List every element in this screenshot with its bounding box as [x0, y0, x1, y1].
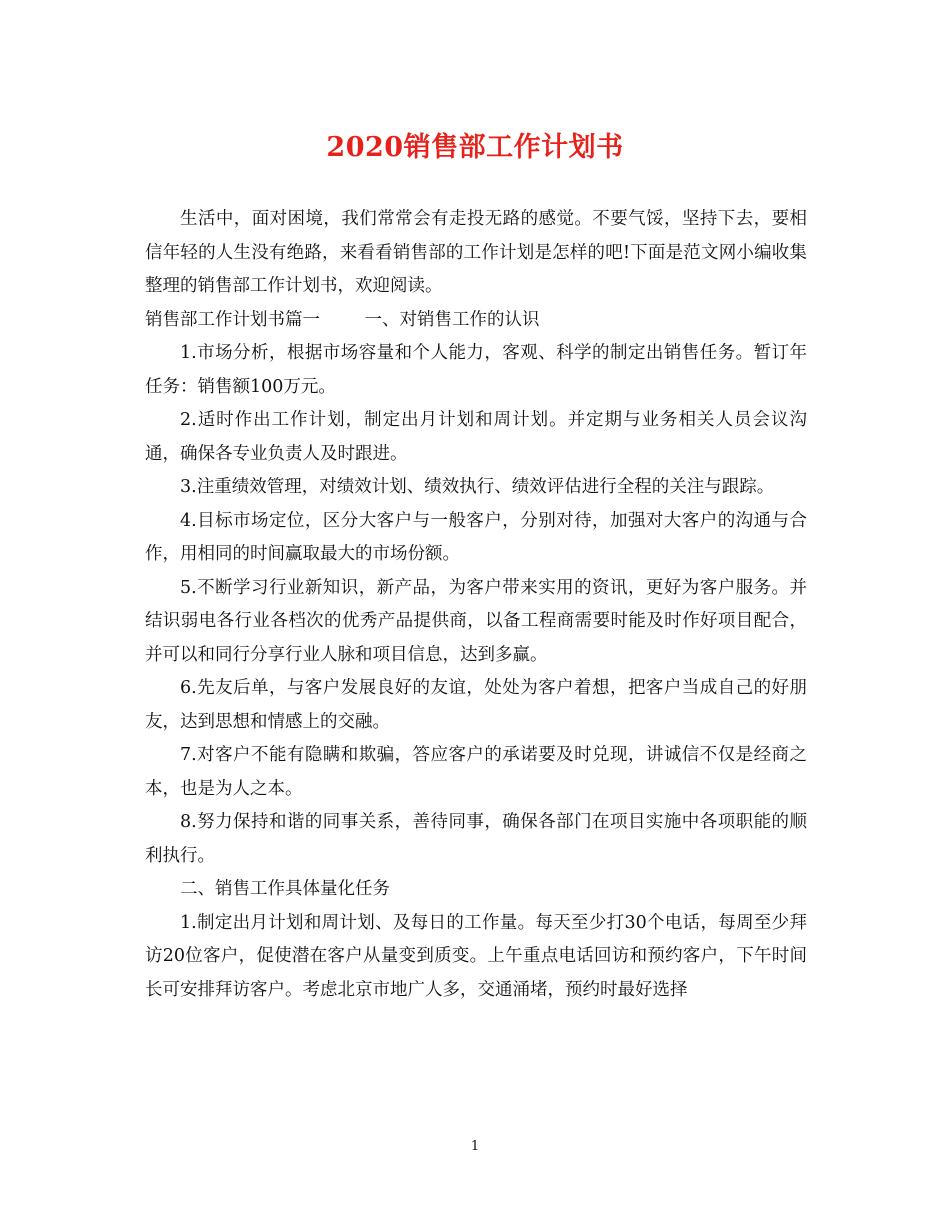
page-number: 1 — [470, 1139, 480, 1154]
list-item: 5.不断学习行业新知识，新产品，为客户带来实用的资讯，更好为客户服务。并结识弱电各行业各档次的优秀产品提供商，以备工程商需要时能及时作好项目配合，并可以和同行分享行业人脉和项目信息，达到多赢。 — [145, 577, 807, 665]
list-item: 4.目标市场定位，区分大客户与一般客户，分别对待，加强对大客户的沟通与合作，用相同的时间赢取最大的市场份额。 — [145, 510, 807, 564]
document-body — [145, 203, 807, 1007]
list-item: 3.注重绩效管理，对绩效计划、绩效执行、绩效评估进行全程的关注与跟踪。 — [180, 477, 775, 497]
list-item: 1.市场分析，根据市场容量和个人能力，客观、科学的制定出销售任务。暂订年任务：销售额100万元。 — [145, 343, 807, 397]
section2-heading: 二、销售工作具体量化任务 — [180, 879, 390, 899]
section-heading: 销售部工作计划书篇一 一、对销售工作的认识 — [145, 309, 540, 330]
document-title: 2020销售部工作计划书 — [326, 132, 624, 163]
list-item: 7.对客户不能有隐瞒和欺骗，答应客户的承诺要及时兑现，讲诚信不仅是经商之本，也是为人之本。 — [145, 745, 807, 799]
intro-paragraph: 生活中，面对困境，我们常常会有走投无路的感觉。不要气馁，坚持下去，要相信年轻的人生没有绝路，来看看销售部的工作计划是怎样的吧!下面是范文网小编收集整理的销售部工作计划书，欢迎阅读。 — [145, 209, 807, 296]
list-item: 6.先友后单，与客户发展良好的友谊，处处为客户着想，把客户当成自己的好朋友，达到思想和情感上的交融。 — [145, 678, 807, 732]
list-item: 2.适时作出工作计划，制定出月计划和周计划。并定期与业务相关人员会议沟通，确保各专业负责人及时跟进。 — [145, 410, 807, 464]
list-item: 1.制定出月计划和周计划、及每日的工作量。每天至少打30个电话，每周至少拜访20位客户，促使潜在客户从量变到质变。上午重点电话回访和预约客户，下午时间长可安排拜访客户。考虑北京市地广人多，交通涌堵，预约时最好选择 — [145, 912, 807, 1000]
list-item: 8.努力保持和谐的同事关系，善待同事，确保各部门在项目实施中各项职能的顺利执行。 — [145, 812, 807, 866]
